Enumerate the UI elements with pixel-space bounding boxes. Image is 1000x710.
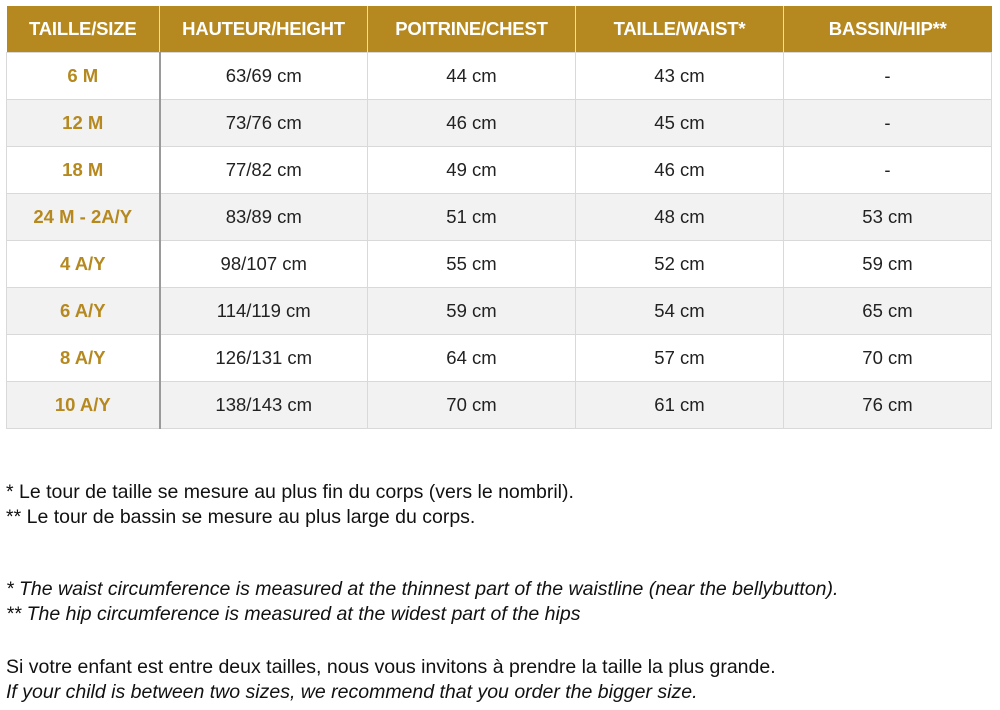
table-row — [7, 147, 992, 194]
header-waist: TAILLE/WAIST* — [576, 6, 784, 53]
chest-cell: 59 cm — [368, 288, 576, 335]
height-cell: 77/82 cm — [160, 147, 368, 194]
size-cell: 6 M — [7, 53, 160, 100]
height-cell: 83/89 cm — [160, 194, 368, 241]
size-cell: 12 M — [7, 100, 160, 147]
chest-cell: 44 cm — [368, 53, 576, 100]
chest-cell: 70 cm — [368, 382, 576, 429]
height-cell: 126/131 cm — [160, 335, 368, 382]
size-chart-table — [6, 6, 992, 429]
size-cell: 18 M — [7, 147, 160, 194]
header-size: TAILLE/SIZE — [7, 6, 160, 53]
hip-cell: - — [784, 53, 992, 100]
size-cell: 6 A/Y — [7, 288, 160, 335]
hip-cell: 53 cm — [784, 194, 992, 241]
advice-en: If your child is between two sizes, we recommend that you order the bigger size. — [6, 681, 698, 703]
height-cell: 114/119 cm — [160, 288, 368, 335]
waist-cell: 57 cm — [576, 335, 784, 382]
size-cell: 10 A/Y — [7, 382, 160, 429]
waist-cell: 52 cm — [576, 241, 784, 288]
header-height: HAUTEUR/HEIGHT — [160, 6, 368, 53]
waist-cell: 48 cm — [576, 194, 784, 241]
table-row — [7, 335, 992, 382]
table-row — [7, 100, 992, 147]
height-cell: 63/69 cm — [160, 53, 368, 100]
size-cell: 8 A/Y — [7, 335, 160, 382]
hip-cell: - — [784, 100, 992, 147]
size-cell: 24 M - 2A/Y — [7, 194, 160, 241]
hip-cell: - — [784, 147, 992, 194]
size-advice — [6, 655, 991, 705]
chest-cell: 51 cm — [368, 194, 576, 241]
waist-cell: 54 cm — [576, 288, 784, 335]
chest-cell: 46 cm — [368, 100, 576, 147]
footnote-hip-fr: ** Le tour de bassin se mesure au plus large du corps. — [6, 506, 476, 528]
hip-cell: 76 cm — [784, 382, 992, 429]
size-cell: 4 A/Y — [7, 241, 160, 288]
french-footnotes — [6, 480, 991, 530]
chest-cell: 55 cm — [368, 241, 576, 288]
footnote-waist-en: * The waist circumference is measured at the thinnest part of the waistline (near the bellybutton). — [6, 578, 839, 600]
table-row — [7, 241, 992, 288]
waist-cell: 43 cm — [576, 53, 784, 100]
table-row — [7, 288, 992, 335]
table-row — [7, 194, 992, 241]
waist-cell: 45 cm — [576, 100, 784, 147]
waist-cell: 61 cm — [576, 382, 784, 429]
hip-cell: 59 cm — [784, 241, 992, 288]
english-footnotes — [6, 577, 991, 627]
footnote-hip-en: ** The hip circumference is measured at the widest part of the hips — [6, 603, 581, 625]
footnote-waist-fr: * Le tour de taille se mesure au plus fin du corps (vers le nombril). — [6, 481, 574, 503]
chest-cell: 49 cm — [368, 147, 576, 194]
waist-cell: 46 cm — [576, 147, 784, 194]
chest-cell: 64 cm — [368, 335, 576, 382]
height-cell: 138/143 cm — [160, 382, 368, 429]
table-row — [7, 53, 992, 100]
header-hip: BASSIN/HIP** — [784, 6, 992, 53]
hip-cell: 70 cm — [784, 335, 992, 382]
height-cell: 73/76 cm — [160, 100, 368, 147]
advice-fr: Si votre enfant est entre deux tailles, nous vous invitons à prendre la taille la plus grande. — [6, 656, 776, 678]
height-cell: 98/107 cm — [160, 241, 368, 288]
hip-cell: 65 cm — [784, 288, 992, 335]
table-header-row — [7, 6, 992, 53]
header-chest: POITRINE/CHEST — [368, 6, 576, 53]
table-row — [7, 382, 992, 429]
